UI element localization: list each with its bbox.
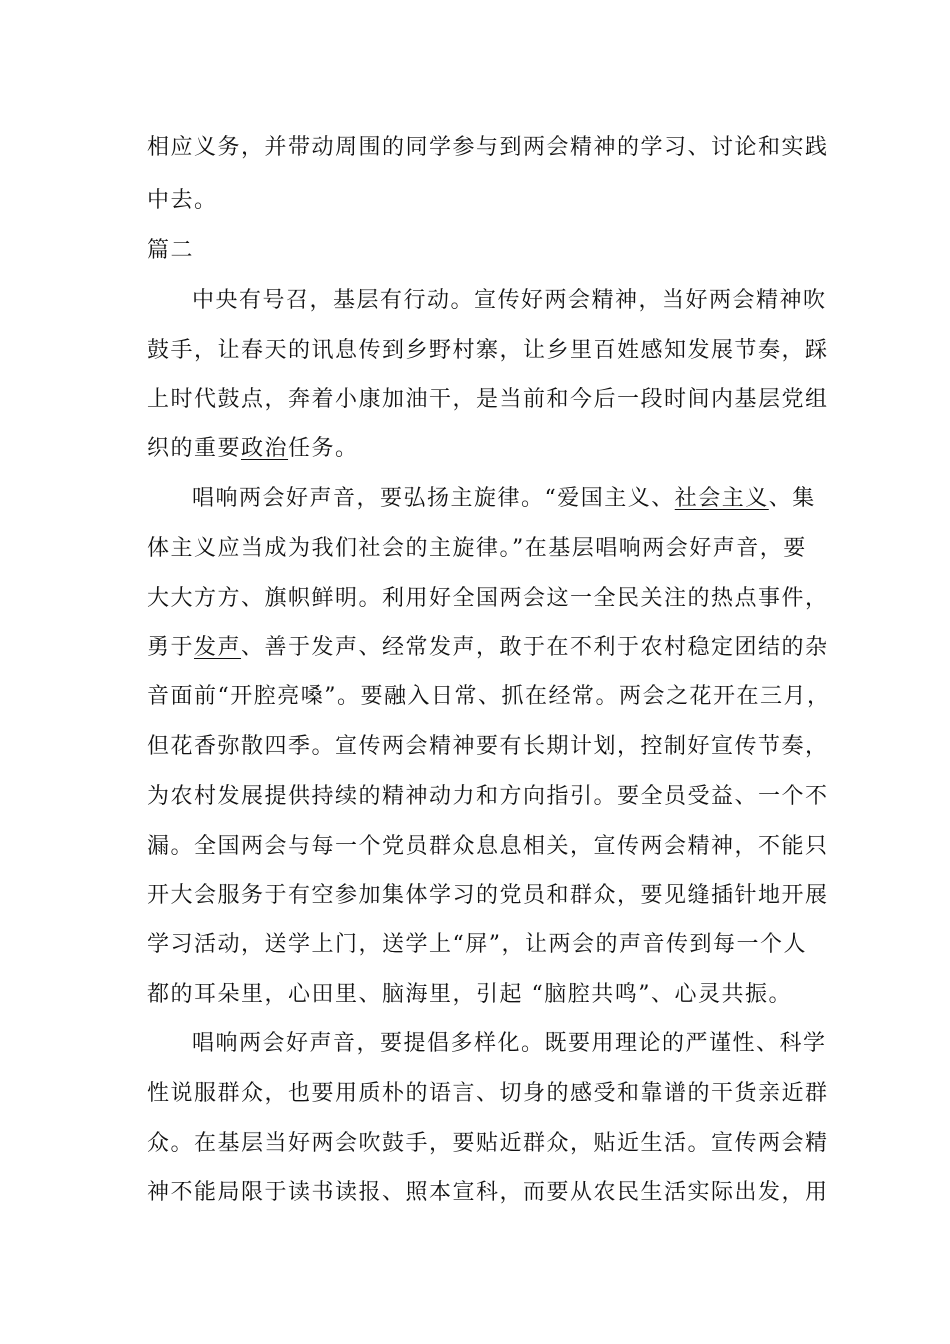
paragraph-2-line: 但花香弥散四季。宣传两会精神要有长期计划，控制好宣传节奏， — [147, 734, 829, 759]
underlined-term: 发声 — [194, 635, 242, 660]
paragraph-1-line: 鼓手，让春天的讯息传到乡野村寨，让乡里百姓感知发展节奏，踩 — [147, 338, 829, 363]
paragraph-2-line — [192, 484, 816, 514]
paragraph-3-line: 神不能局限于读书读报、照本宣科，而要从农民生活实际出发，用 — [147, 1180, 829, 1205]
underlined-term: 社会主义 — [674, 486, 769, 511]
paragraph-1-line: 中央有号召，基层有行动。宣传好两会精神，当好两会精神吹 — [192, 288, 827, 313]
paragraph-2-line: 为农村发展提供持续的精神动力和方向指引。要全员受益、一个不 — [147, 784, 829, 809]
text-line: 相应义务，并带动周围的同学参与到两会精神的学习、讨论和实践 — [147, 135, 829, 160]
paragraph-2-line: 音面前“开腔亮嗓”。要融入日常、抓在经常。两会之花开在三月， — [147, 684, 831, 709]
paragraph-3-line: 性说服群众，也要用质朴的语言、切身的感受和靠谱的干货亲近群 — [147, 1081, 829, 1106]
paragraph-1-line — [147, 434, 359, 464]
text-segment: 任务。 — [288, 436, 359, 461]
paragraph-3-line: 众。在基层当好两会吹鼓手，要贴近群众，贴近生活。宣传两会精 — [147, 1131, 829, 1156]
underlined-term: 政治 — [241, 436, 289, 461]
text-segment: 唱响两会好声音，要弘扬主旋律。“爱国主义、 — [192, 486, 675, 511]
text-segment: 织的重要 — [147, 436, 242, 461]
text-line: 中去。 — [147, 188, 218, 213]
paragraph-2-line: 学习活动，送学上门，送学上“屏”，让两会的声音传到每一个人 — [147, 932, 807, 957]
text-segment: 、集 — [768, 486, 816, 511]
paragraph-3-line: 唱响两会好声音，要提倡多样化。既要用理论的严谨性、科学 — [192, 1031, 827, 1056]
paragraph-2-line: 大大方方、旗帜鲜明。利用好全国两会这一全民关注的热点事件， — [147, 586, 829, 611]
section-heading: 篇二 — [147, 238, 195, 263]
text-segment: 勇于 — [147, 635, 195, 660]
paragraph-2-line: 漏。全国两会与每一个党员群众息息相关，宣传两会精神，不能只 — [147, 834, 829, 859]
paragraph-2-line: 都的耳朵里，心田里、脑海里，引起 “脑腔共鸣”、心灵共振。 — [147, 982, 792, 1007]
paragraph-2-line — [147, 633, 829, 663]
text-segment: 、善于发声、经常发声，敢于在不利于农村稳定团结的杂 — [241, 635, 829, 660]
paragraph-1-line: 上时代鼓点，奔着小康加油干，是当前和今后一段时间内基层党组 — [147, 387, 829, 412]
paragraph-2-line: 开大会服务于有空参加集体学习的党员和群众，要见缝插针地开展 — [147, 883, 829, 908]
paragraph-2-line: 体主义应当成为我们社会的主旋律。”在基层唱响两会好声音，要 — [147, 536, 807, 561]
